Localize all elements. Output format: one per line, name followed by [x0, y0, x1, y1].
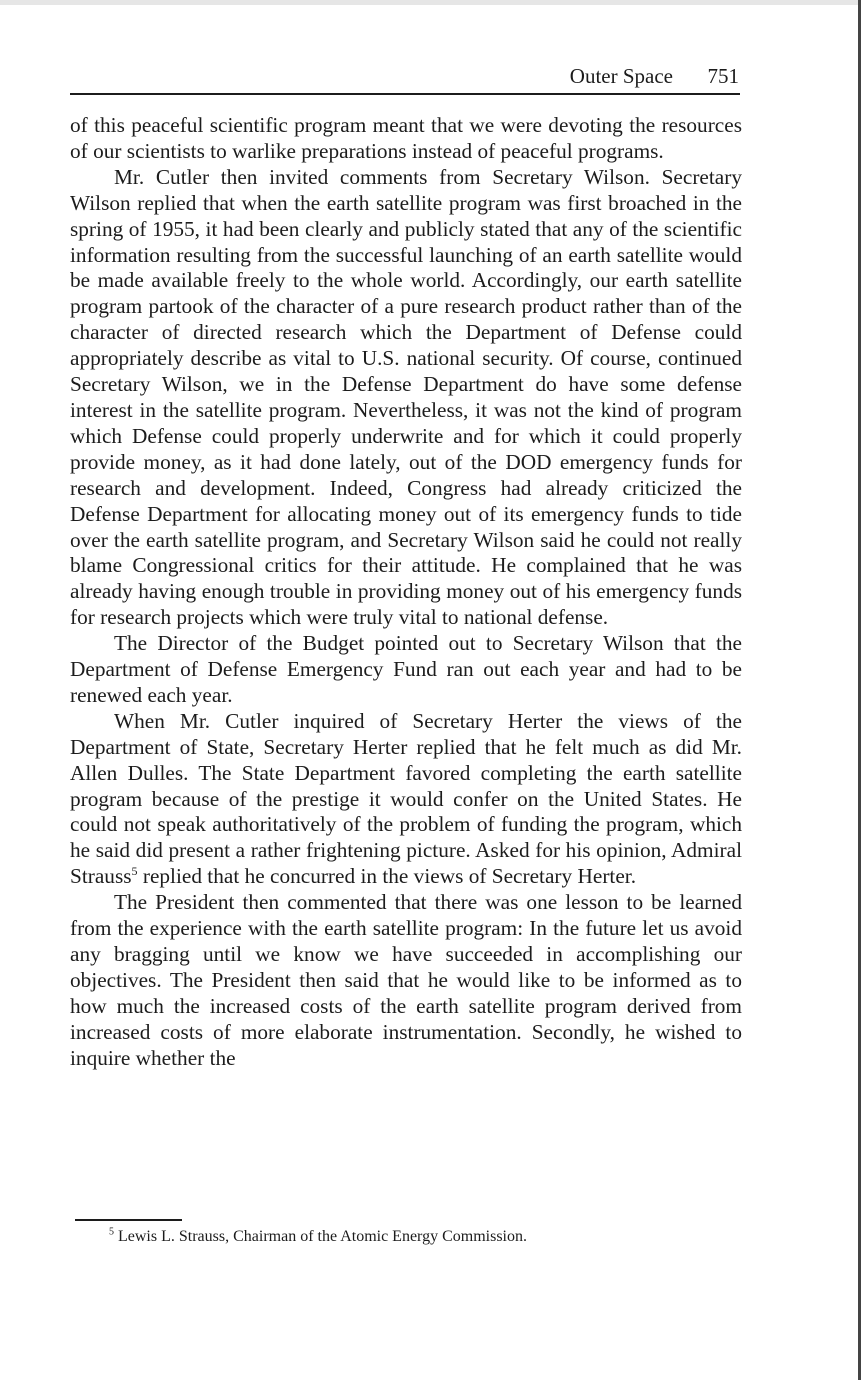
paragraph-3: The Director of the Budget pointed out to Secretary Wilson that the Department of Defense Emergency Fund ran out each year and had to be renewed each year.	[70, 631, 742, 707]
paragraph-1: of this peaceful scientific program meant that we were devoting the resources of our scientists to warlike preparations instead of peaceful programs.	[70, 113, 742, 163]
section-title: Outer Space	[569, 64, 673, 88]
page-number: 751	[707, 64, 739, 88]
footnote-text: Lewis L. Strauss, Chairman of the Atomic Energy Commission.	[118, 1228, 527, 1245]
footnote	[109, 1227, 527, 1247]
page-top-edge	[0, 0, 861, 5]
footnote-marker: 5	[109, 1226, 114, 1238]
paragraph-4	[70, 709, 742, 890]
footnote-rule	[75, 1219, 182, 1221]
running-head	[70, 64, 740, 92]
header-rule	[70, 93, 740, 95]
body-text	[70, 113, 742, 1072]
paragraph-4-text-a: When Mr. Cutler inquired of Secretary Herter the views of the Department of State, Secretary Herter replied that he felt much as did Mr. Allen Dulles. The State Department favored completing the earth satellite program because of the prestige it would confer on the United States. He could not speak authoritatively of the problem of funding the program, which he said did present a rather frightening picture. Asked for his opinion, Admiral Strauss	[70, 708, 742, 889]
footnote-reference[interactable]: 5	[131, 864, 138, 879]
paragraph-2: Mr. Cutler then invited comments from Secretary Wilson. Secretary Wilson replied that when the earth satellite program was first broached in the spring of 1955, it had been clearly and publicly stated that any of the scientific information resulting from the successful launching of an earth satellite would be made available freely to the whole world. Accordingly, our earth satellite program partook of the character of a pure research product rather than of the character of directed research which the Department of Defense could appropriately describe as vital to U.S. national security. Of course, continued Secretary Wilson, we in the Defense Department do have some defense interest in the satellite program. Nevertheless, it was not the kind of program which Defense could properly underwrite and for which it could properly provide money, as it had done lately, out of the DOD emergency funds for research and development. Indeed, Congress had already criticized the Defense Department for allocating money out of its emergency funds to tide over the earth satellite program, and Secretary Wilson said he could not really blame Congressional critics for their attitude. He complained that he was already having enough trouble in providing money out of his emergency funds for research projects which were truly vital to national defense.	[70, 164, 742, 630]
paragraph-4-text-b: replied that he concurred in the views of Secretary Herter.	[137, 864, 637, 889]
paragraph-5: The President then commented that there was one lesson to be learned from the experience with the earth satellite program: In the future let us avoid any bragging until we know we have succeeded in accomplishing our objectives. The President then said that he would like to be informed as to how much the increased costs of the earth satellite program derived from increased costs of more elaborate instrumentation. Secondly, he wished to inquire whether the	[70, 890, 742, 1070]
